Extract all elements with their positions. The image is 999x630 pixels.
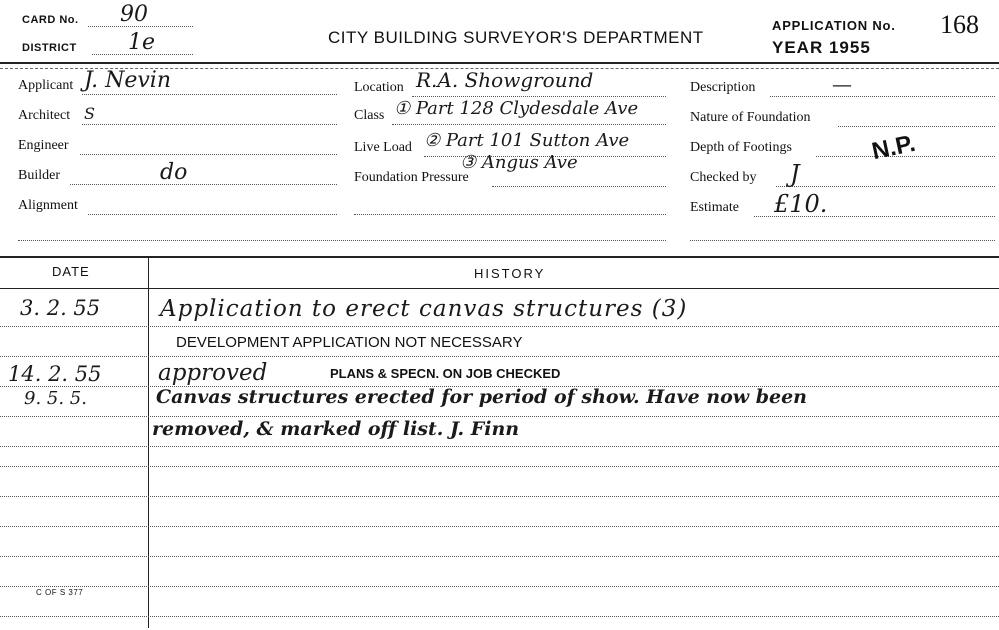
card-no-label: CARD No. [22, 14, 79, 26]
history-text: removed, & marked off list. J. Finn [152, 418, 520, 440]
history-date: 14. 2. 55 [8, 362, 102, 386]
date-header: DATE [52, 264, 90, 279]
description-label: Description [690, 80, 756, 95]
history-text: Canvas structures erected for period of show. Have now been [156, 386, 808, 408]
district-label: DISTRICT [22, 42, 77, 54]
history-text: Application to erect canvas structures (3) [160, 296, 688, 322]
location-value: R.A. Showground [416, 68, 594, 92]
year-label: YEAR 1955 [772, 38, 871, 57]
engineer-label: Engineer [18, 138, 69, 153]
foundation-pressure-value: ③ Angus Ave [460, 152, 578, 173]
description-value: — [832, 72, 852, 96]
history-date: 9. 5. 5. [24, 388, 87, 409]
class-label: Class [354, 108, 385, 123]
live-load-label: Live Load [354, 140, 412, 155]
form-code: C OF S 377 [36, 588, 84, 597]
estimate-label: Estimate [690, 200, 739, 215]
live-load-value: ② Part 101 Sutton Ave [424, 130, 630, 151]
applicant-value: J. Nevin [84, 68, 172, 93]
history-stamp: PLANS & SPECN. ON JOB CHECKED [330, 366, 561, 381]
history-text: DEVELOPMENT APPLICATION NOT NECESSARY [176, 334, 523, 351]
builder-value: do [160, 160, 188, 185]
alignment-label: Alignment [18, 198, 78, 213]
architect-label: Architect [18, 108, 71, 123]
foundation-pressure-label: Foundation Pressure [354, 170, 469, 185]
district-value: 1e [128, 30, 156, 55]
depth-of-footings-value: N.P. [869, 129, 918, 166]
card-no-value: 90 [120, 2, 148, 27]
applicant-label: Applicant [18, 78, 74, 93]
department-title: CITY BUILDING SURVEYOR'S DEPARTMENT [328, 28, 704, 47]
history-text: approved [158, 360, 268, 386]
location-label: Location [354, 80, 404, 95]
builder-label: Builder [18, 168, 60, 183]
history-date: 3. 2. 55 [20, 296, 101, 320]
estimate-value: £10. [774, 190, 828, 218]
depth-of-footings-label: Depth of Footings [690, 140, 792, 155]
checked-by-label: Checked by [690, 170, 757, 185]
application-no-label: APPLICATION No. [772, 18, 896, 33]
checked-by-value: J [790, 160, 800, 188]
nature-of-foundation-label: Nature of Foundation [690, 110, 811, 125]
architect-value: S [84, 104, 95, 123]
application-no-value: 168 [940, 10, 979, 39]
history-header: HISTORY [474, 266, 546, 281]
class-value: ① Part 128 Clydesdale Ave [394, 98, 639, 119]
